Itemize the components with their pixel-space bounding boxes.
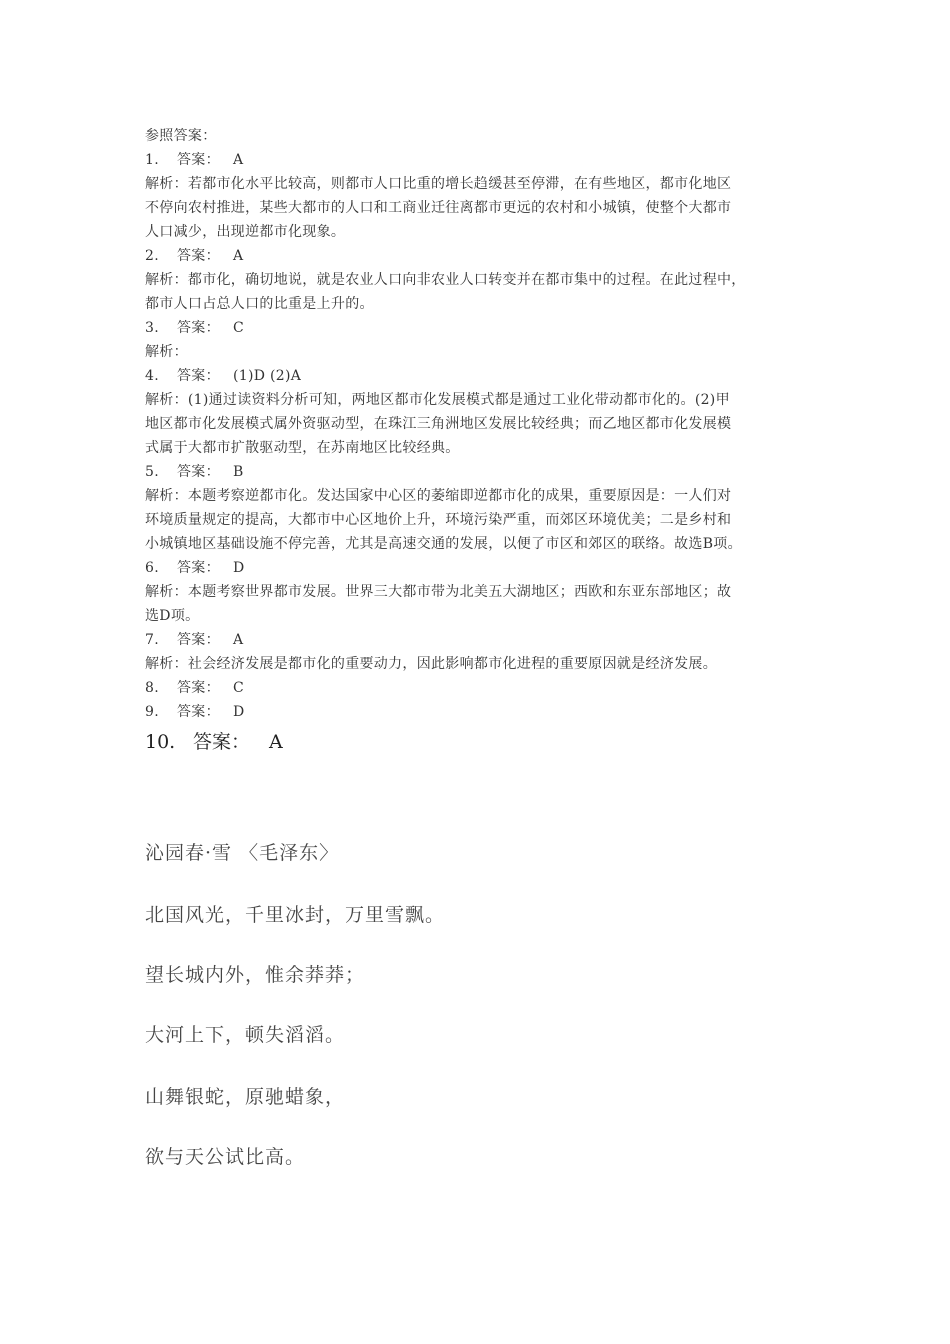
answer-value: A — [233, 152, 244, 168]
poem-line: 望长城内外，惟余莽莽； — [145, 964, 366, 986]
analysis-text: 本题考察逆都市化。发达国家中心区的萎缩即逆都市化的成果，重要原因是：一人们对 — [187, 488, 732, 504]
answer-value: A — [233, 248, 244, 264]
answer-line-10 — [145, 724, 825, 760]
answer-label: 答案： — [177, 152, 220, 168]
analysis-label: 解析： — [145, 272, 188, 288]
answer-section — [145, 124, 825, 760]
item-number: 10. — [145, 731, 176, 753]
analysis-line: 选D项。 — [145, 608, 200, 624]
item-number: 5. — [145, 464, 159, 480]
analysis-label: 解析： — [145, 176, 188, 192]
analysis-line: 式属于大都市扩散驱动型，在苏南地区比较经典。 — [145, 440, 460, 456]
answer-line-2 — [145, 244, 825, 268]
poem-line: 山舞银蛇，原驰蜡象， — [145, 1086, 346, 1108]
answer-label: 答案： — [177, 368, 220, 384]
item-number: 3. — [145, 320, 159, 336]
answer-label: 答案： — [177, 560, 220, 576]
item-number: 7. — [145, 632, 159, 648]
answer-value: A — [233, 632, 244, 648]
poem-line: 欲与天公试比高。 — [145, 1146, 306, 1168]
answer-value: D — [233, 560, 245, 576]
answer-label: 答案： — [177, 464, 220, 480]
analysis-line: 人口减少，出现逆都市化现象。 — [145, 224, 346, 240]
item-number: 9. — [145, 704, 159, 720]
item-number: 8. — [145, 680, 159, 696]
item-number: 2. — [145, 248, 159, 264]
answer-value: D — [233, 704, 245, 720]
analysis-line — [145, 484, 825, 508]
analysis-label: 解析： — [145, 344, 188, 360]
poem-line: 北国风光，千里冰封，万里雪飘。 — [145, 904, 446, 926]
poem-line: 大河上下，顿失滔滔。 — [145, 1024, 346, 1046]
answer-line-6 — [145, 556, 825, 580]
analysis-label: 解析： — [145, 656, 188, 672]
answer-line-5 — [145, 460, 825, 484]
analysis-line: 地区都市化发展模式属外资驱动型，在珠江三角洲地区发展比较经典；而乙地区都市化发展模 — [145, 416, 732, 432]
analysis-label: 解析： — [145, 584, 188, 600]
answer-label: 答案： — [193, 731, 251, 753]
item-number: 1. — [145, 152, 159, 168]
answer-line-8 — [145, 676, 825, 700]
analysis-label: 解析： — [145, 488, 188, 504]
answer-line-3 — [145, 316, 825, 340]
analysis-line: 都市人口占总人口的比重是上升的。 — [145, 296, 374, 312]
analysis-line — [145, 652, 825, 676]
analysis-text: 都市化，确切地说，就是农业人口向非农业人口转变并在都市集中的过程。在此过程中， — [187, 272, 746, 288]
analysis-label: 解析： — [145, 392, 188, 408]
analysis-line — [145, 172, 825, 196]
answer-line-7 — [145, 628, 825, 652]
answer-line-9 — [145, 700, 825, 724]
answer-value: A — [269, 731, 283, 753]
analysis-line — [145, 340, 825, 364]
answer-value: C — [233, 680, 245, 696]
item-number: 4. — [145, 368, 159, 384]
analysis-line: 环境质量规定的提高，大都市中心区地价上升，环境污染严重，而郊区环境优美；二是乡村和 — [145, 512, 732, 528]
answer-label: 答案： — [177, 632, 220, 648]
item-number: 6. — [145, 560, 159, 576]
analysis-line — [145, 268, 825, 292]
analysis-text: 本题考察世界都市发展。世界三大都市带为北美五大湖地区；西欧和东亚东部地区；故 — [187, 584, 732, 600]
answer-label: 答案： — [177, 704, 220, 720]
section-heading: 参照答案： — [145, 128, 217, 144]
answer-value: (1)D (2)A — [233, 368, 302, 384]
poem-title: 沁园春·雪 〈毛泽东〉 — [145, 842, 340, 864]
analysis-text: (1)通过读资料分析可知，两地区都市化发展模式都是通过工业化带动都市化的。(2)甲 — [187, 392, 730, 408]
analysis-text: 若都市化水平比较高，则都市人口比重的增长趋缓甚至停滞，在有些地区，都市化地区 — [187, 176, 732, 192]
answer-label: 答案： — [177, 680, 220, 696]
answer-label: 答案： — [177, 320, 220, 336]
analysis-line: 小城镇地区基础设施不停完善，尤其是高速交通的发展，以便了市区和郊区的联络。故选B项。 — [145, 536, 742, 552]
analysis-text: 社会经济发展是都市化的重要动力，因此影响都市化进程的重要原因就是经济发展。 — [187, 656, 718, 672]
answer-label: 答案： — [177, 248, 220, 264]
answer-line-4 — [145, 364, 825, 388]
answer-value: B — [233, 464, 244, 480]
answer-line-1 — [145, 148, 825, 172]
answer-value: C — [233, 320, 245, 336]
analysis-line: 不停向农村推进，某些大都市的人口和工商业迁往离都市更远的农村和小城镇，使整个大都市 — [145, 200, 732, 216]
analysis-line — [145, 388, 825, 412]
analysis-line — [145, 580, 825, 604]
